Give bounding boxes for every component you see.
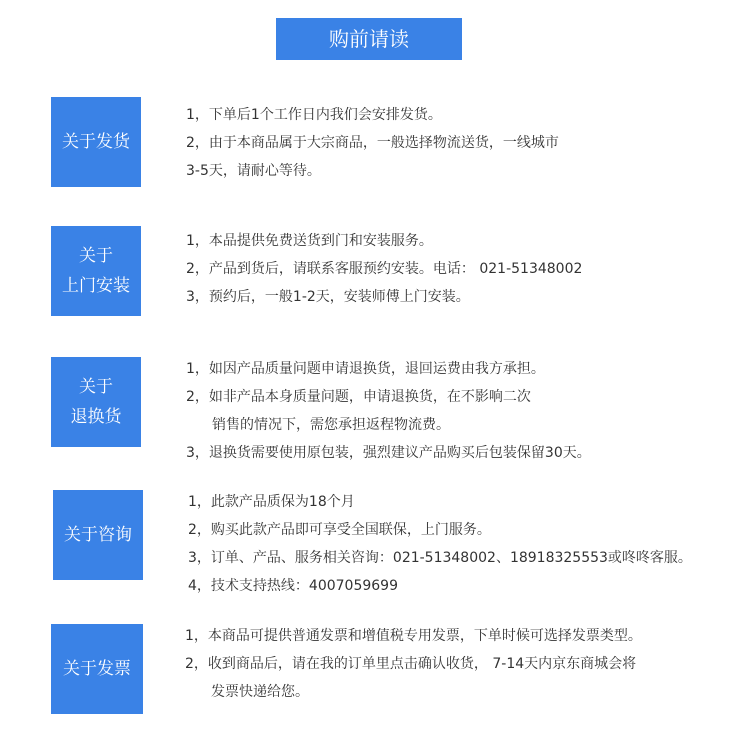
- list-item: 发票快递给您。: [211, 684, 309, 700]
- label-shipping: [51, 97, 141, 187]
- returns-items: [186, 355, 591, 467]
- list-item: 销售的情况下，需您承担返程物流费。: [212, 417, 450, 433]
- label-returns-line2: 退换货: [70, 407, 122, 427]
- shipping-items: [186, 101, 559, 185]
- label-returns: [51, 357, 141, 447]
- label-consultation-text: 关于咨询: [64, 525, 132, 545]
- list-item: 1，下单后1个工作日内我们会安排发货。: [186, 107, 442, 123]
- invoice-items: [185, 622, 642, 706]
- label-installation-line1: 关于: [79, 246, 113, 266]
- page-title: 购前请读: [276, 18, 462, 60]
- label-shipping-text: 关于发货: [62, 132, 130, 152]
- list-item: 4，技术支持热线：4007059699: [188, 578, 398, 594]
- consultation-items: [188, 488, 692, 600]
- label-returns-line1: 关于: [79, 377, 113, 397]
- installation-items: [186, 227, 582, 311]
- list-item: 2，如非产品本身质量问题，申请退换货，在不影响二次: [186, 389, 531, 405]
- list-item: 1，此款产品质保为18个月: [188, 494, 355, 510]
- label-consultation: [53, 490, 143, 580]
- list-item: 2，产品到货后，请联系客服预约安装。电话： 021-51348002: [186, 261, 583, 277]
- list-item: 2，购买此款产品即可享受全国联保，上门服务。: [188, 522, 491, 538]
- label-installation-line2: 上门安装: [62, 276, 130, 296]
- list-item: 2，收到商品后，请在我的订单里点击确认收货， 7-14天内京东商城会将: [185, 656, 637, 672]
- list-item: 1，本品提供免费送货到门和安装服务。: [186, 233, 433, 249]
- list-item: 1，如因产品质量问题申请退换货，退回运费由我方承担。: [186, 361, 545, 377]
- list-item: 3-5天，请耐心等待。: [186, 163, 321, 179]
- list-item: 1，本商品可提供普通发票和增值税专用发票，下单时候可选择发票类型。: [185, 628, 642, 644]
- label-installation: [51, 226, 141, 316]
- list-item: 3，退换货需要使用原包装，强烈建议产品购买后包装保留30天。: [186, 445, 591, 461]
- list-item: 2，由于本商品属于大宗商品，一般选择物流送货，一线城市: [186, 135, 559, 151]
- list-item: 3，订单、产品、服务相关咨询：021-51348002、18918325553或咚咚客服。: [188, 550, 692, 566]
- label-invoice: [51, 624, 143, 714]
- list-item: 3，预约后，一般1-2天，安装师傅上门安装。: [186, 289, 470, 305]
- label-invoice-text: 关于发票: [63, 659, 131, 679]
